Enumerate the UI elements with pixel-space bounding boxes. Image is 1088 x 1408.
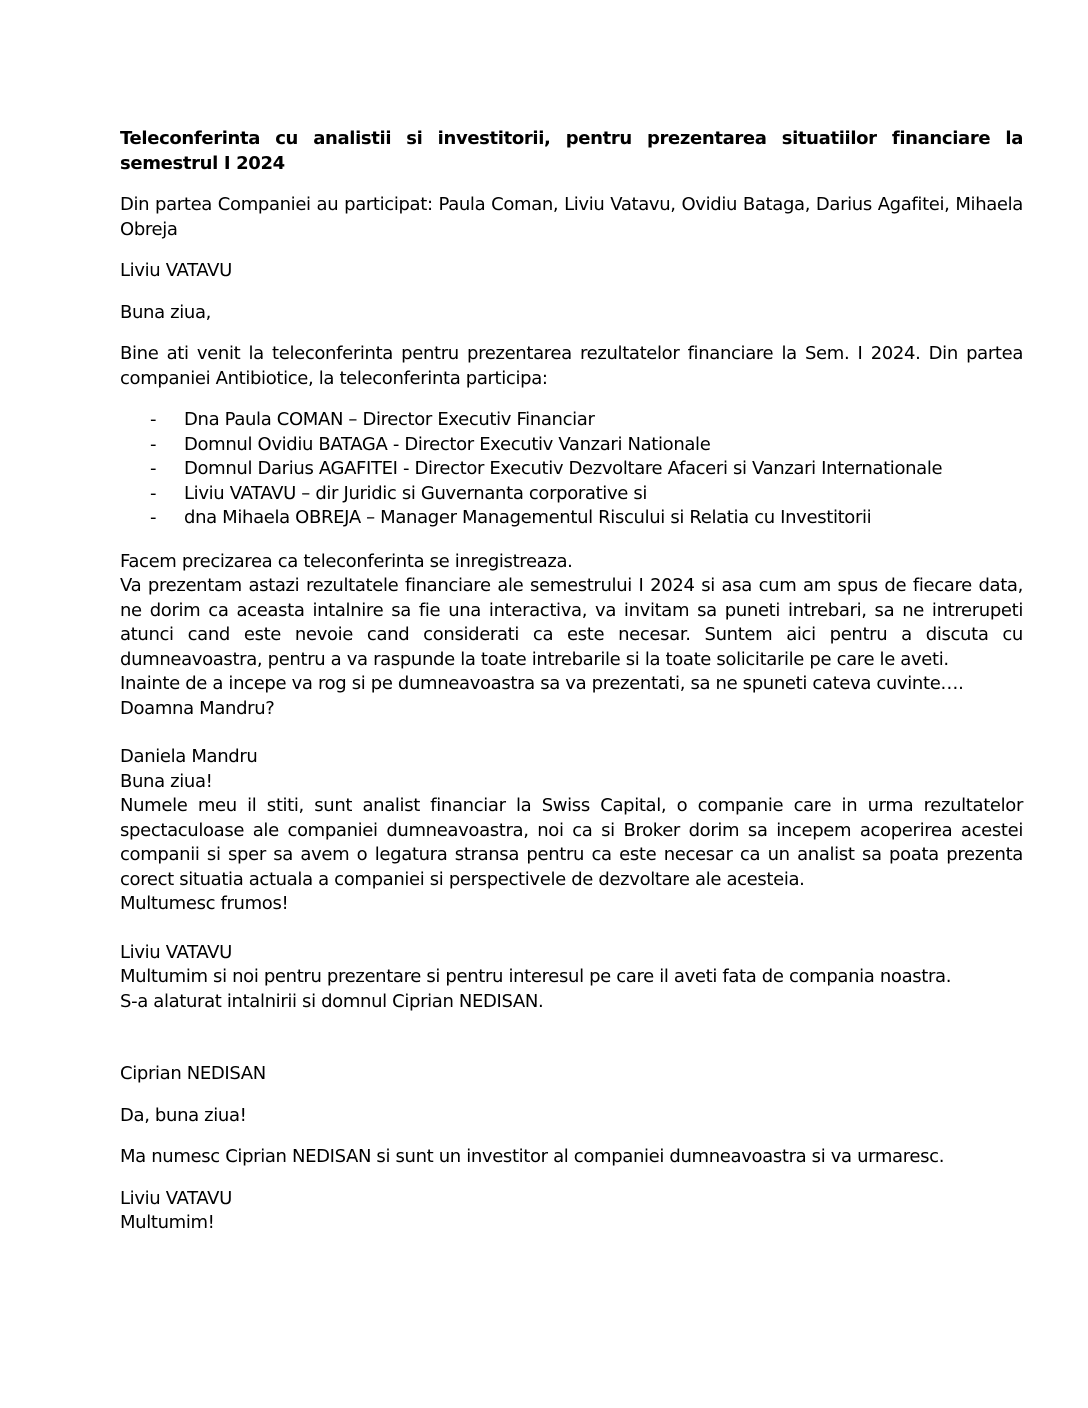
presentation-paragraph: Va prezentam astazi rezultatele financiare ale semestrului I 2024 si asa cum am spus de fiecare data, ne dorim ca aceasta intalnire sa fie una interactiva, va invitam sa puneti intrebari, sa ne intrerupeti atunci cand este nevoie cand considerati ca este necesar. Suntem aici pentru a discuta cu dumneavoastra, pentru a va raspunde la toate intrebarile si la toate solicitarile pe care le aveti.: [120, 575, 1023, 670]
speaker-name: Liviu VATAVU: [120, 941, 232, 963]
list-item: [120, 433, 1023, 458]
bullet-dash: -: [150, 482, 157, 504]
recording-notice: Facem precizarea ca teleconferinta se inregistreaza.: [120, 550, 573, 572]
list-item: [120, 506, 1023, 531]
document-body: [120, 127, 1023, 1236]
joined-line: S-a alaturat intalnirii si domnul Ciprian NEDISAN.: [120, 990, 544, 1012]
list-item: [120, 482, 1023, 507]
greeting: Buna ziua,: [120, 301, 212, 323]
list-item: [120, 457, 1023, 482]
list-item: [120, 408, 1023, 433]
participant-list: [120, 408, 1023, 531]
analyst-paragraph: Numele meu il stiti, sunt analist financiar la Swiss Capital, o companie care in urma rezultatelor spectaculoase ale companiei dumneavoastra, noi ca si Broker dorim sa incepem acoperirea acestei companii si sper sa avem o legatura stransa pentru ca este necesar ca un analist sa poata prezenta corect situatia actuala a companiei si perspectivele de dezvoltare ale acesteia.: [120, 795, 1023, 890]
bullet-dash: -: [150, 409, 157, 430]
list-item-text: dna Mihaela OBREJA – Manager Managementul Riscului si Relatia cu Investitorii: [184, 507, 872, 528]
speaker-name: Daniela Mandru: [120, 746, 258, 767]
participants-paragraph: Din partea Companiei au participat: Paula Coman, Liviu Vatavu, Ovidiu Bataga, Darius Agafitei, Mihaela Obreja: [120, 194, 1023, 240]
speaker-name: Ciprian NEDISAN: [120, 1063, 266, 1084]
question-line: Doamna Mandru?: [120, 697, 275, 719]
speaker-name: Liviu VATAVU: [120, 1187, 232, 1209]
list-item-text: Domnul Ovidiu BATAGA - Director Executiv Vanzari Nationale: [184, 433, 711, 455]
greeting: Da, buna ziua!: [120, 1104, 247, 1126]
invite-paragraph: Inainte de a incepe va rog si pe dumneavoastra sa va prezentati, sa ne spuneti cateva cuvinte….: [120, 673, 964, 694]
intro-paragraph: Bine ati venit la teleconferinta pentru prezentarea rezultatelor financiare la Sem. I 2024. Din partea companiei Antibiotice, la teleconferinta participa:: [120, 343, 1023, 389]
list-item-text: Domnul Darius AGAFITEI - Director Executiv Dezvoltare Afaceri si Vanzari Internationale: [184, 458, 943, 479]
bullet-dash: -: [150, 458, 157, 479]
document-title: Teleconferinta cu analistii si investitorii, pentru prezentarea situatiilor financiare la semestrul I 2024: [120, 128, 1023, 174]
bullet-dash: -: [150, 507, 157, 528]
reply-paragraph: Multumim si noi pentru prezentare si pentru interesul pe care il aveti fata de compania noastra.: [120, 966, 952, 987]
greeting: Buna ziua!: [120, 770, 213, 792]
thanks-line: Multumesc frumos!: [120, 893, 289, 914]
speaker-name: Liviu VATAVU: [120, 260, 232, 281]
bullet-dash: -: [150, 433, 157, 455]
thanks-line: Multumim!: [120, 1212, 215, 1233]
list-item-text: Liviu VATAVU – dir Juridic si Guvernanta corporative si: [184, 482, 648, 504]
investor-paragraph: Ma numesc Ciprian NEDISAN si sunt un investitor al companiei dumneavoastra si va urmaresc.: [120, 1146, 945, 1167]
list-item-text: Dna Paula COMAN – Director Executiv Financiar: [184, 409, 595, 430]
